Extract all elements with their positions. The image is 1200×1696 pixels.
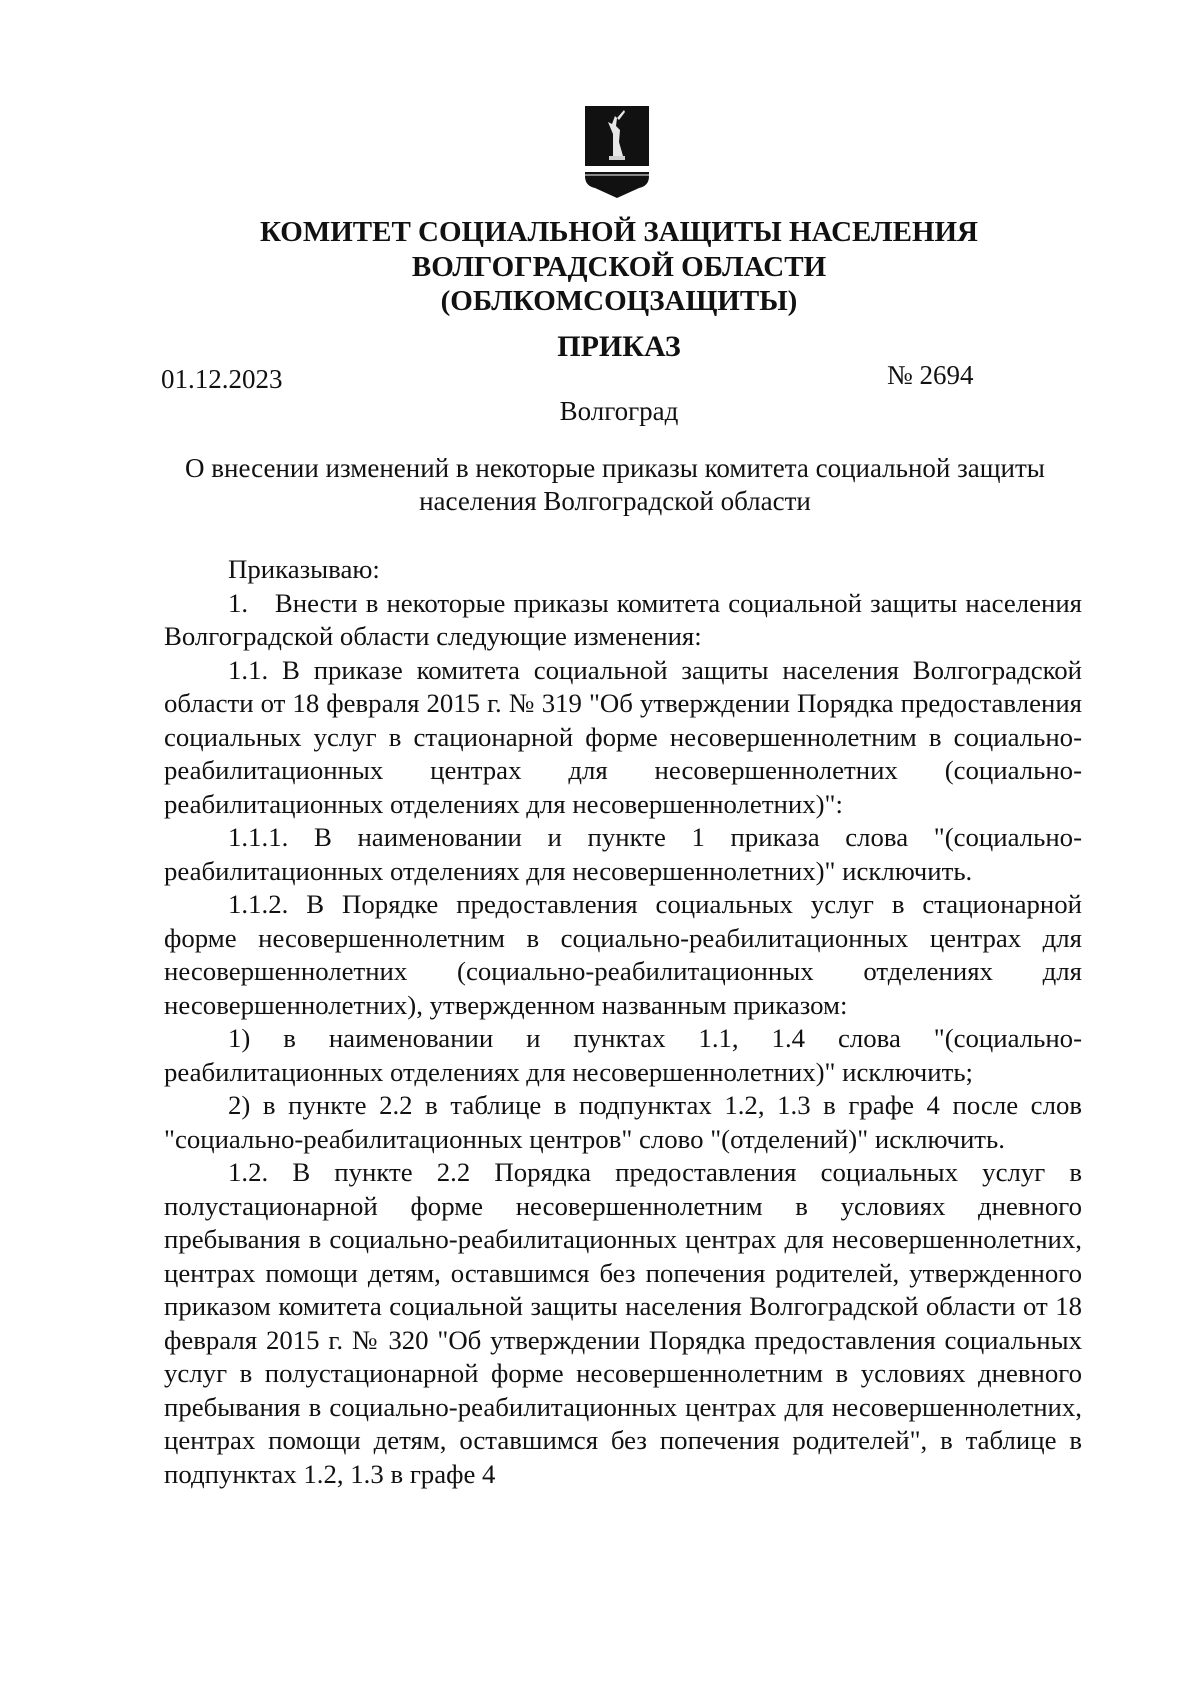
document-type-title: ПРИКАЗ [557, 330, 681, 363]
order-number: № 2694 [887, 360, 974, 390]
order-subject-line-1: О внесении изменений в некоторые приказы комитета социальной защиты [185, 453, 1045, 483]
order-subject-line-2: населения Волгоградской области [419, 486, 811, 516]
order-body [164, 553, 1082, 1491]
volgograd-coat-of-arms-icon [583, 104, 651, 200]
paragraph-item-1: 1. Внести в некоторые приказы комитета социальной защиты населения Волгоградской области следующие изменения: [164, 587, 1082, 651]
order-subject [160, 452, 1070, 518]
paragraph-item-1-2: 1.2. В пункте 2.2 Порядка предоставления социальных услуг в полустационарной форме несовершеннолетним в условиях дневного пребывания в социально-реабилитационных центрах для несовершеннолетних, центрах помощи детям, оставшимся без попечения родителей, утвержденного приказом комитета социальной защиты населения Волгоградской области от 18 февраля 2015 г. № 320 "Об утверждении Порядка предоставления социальных услуг в полустационарной форме несовершеннолетним в условиях дневного пребывания в социально-реабилитационных центрах для несовершеннолетних, центрах помощи детям, оставшимся без попечения родителей", в таблице в подпунктах 1.2, 1.3 в графе 4 [164, 1157, 1082, 1489]
order-date: 01.12.2023 [161, 364, 283, 394]
paragraph-subitem-2: 2) в пункте 2.2 в таблице в подпунктах 1.2, 1.3 в графе 4 после слов "социально-реабилитационных центров" слово "(отделений)" исключить. [164, 1090, 1082, 1154]
paragraph-item-1-1-2: 1.1.2. В Порядке предоставления социальных услуг в стационарной форме несовершеннолетним в социально-реабилитационных центрах для несовершеннолетних (социально-реабилитационных отделениях для несовершеннолетних), утвержденном названным приказом: [164, 889, 1082, 1020]
committee-short-name: (ОБЛКОМСОЦЗАЩИТЫ) [440, 285, 798, 317]
committee-name-line-2: ВОЛГОГРАДСКОЙ ОБЛАСТИ [411, 251, 827, 283]
paragraph-item-1-1: 1.1. В приказе комитета социальной защиты населения Волгоградской области от 18 февраля 2015 г. № 319 "Об утверждении Порядка предоставления социальных услуг в стационарной форме несовершеннолетним в социально-реабилитационных центрах для несовершеннолетних (социально-реабилитационных отделениях для несовершеннолетних)": [164, 654, 1082, 819]
committee-name-line-1: КОМИТЕТ СОЦИАЛЬНОЙ ЗАЩИТЫ НАСЕЛЕНИЯ [259, 216, 979, 248]
paragraph-subitem-1: 1) в наименовании и пунктах 1.1, 1.4 слова "(социально-реабилитационных отделениях для несовершеннолетних)" исключить; [164, 1023, 1082, 1087]
paragraph-item-1-1-1: 1.1.1. В наименовании и пункте 1 приказа слова "(социально-реабилитационных отделениях для несовершеннолетних)" исключить. [164, 822, 1082, 886]
order-city: Волгоград [559, 396, 679, 426]
paragraph-order-intro: Приказываю: [228, 554, 380, 584]
